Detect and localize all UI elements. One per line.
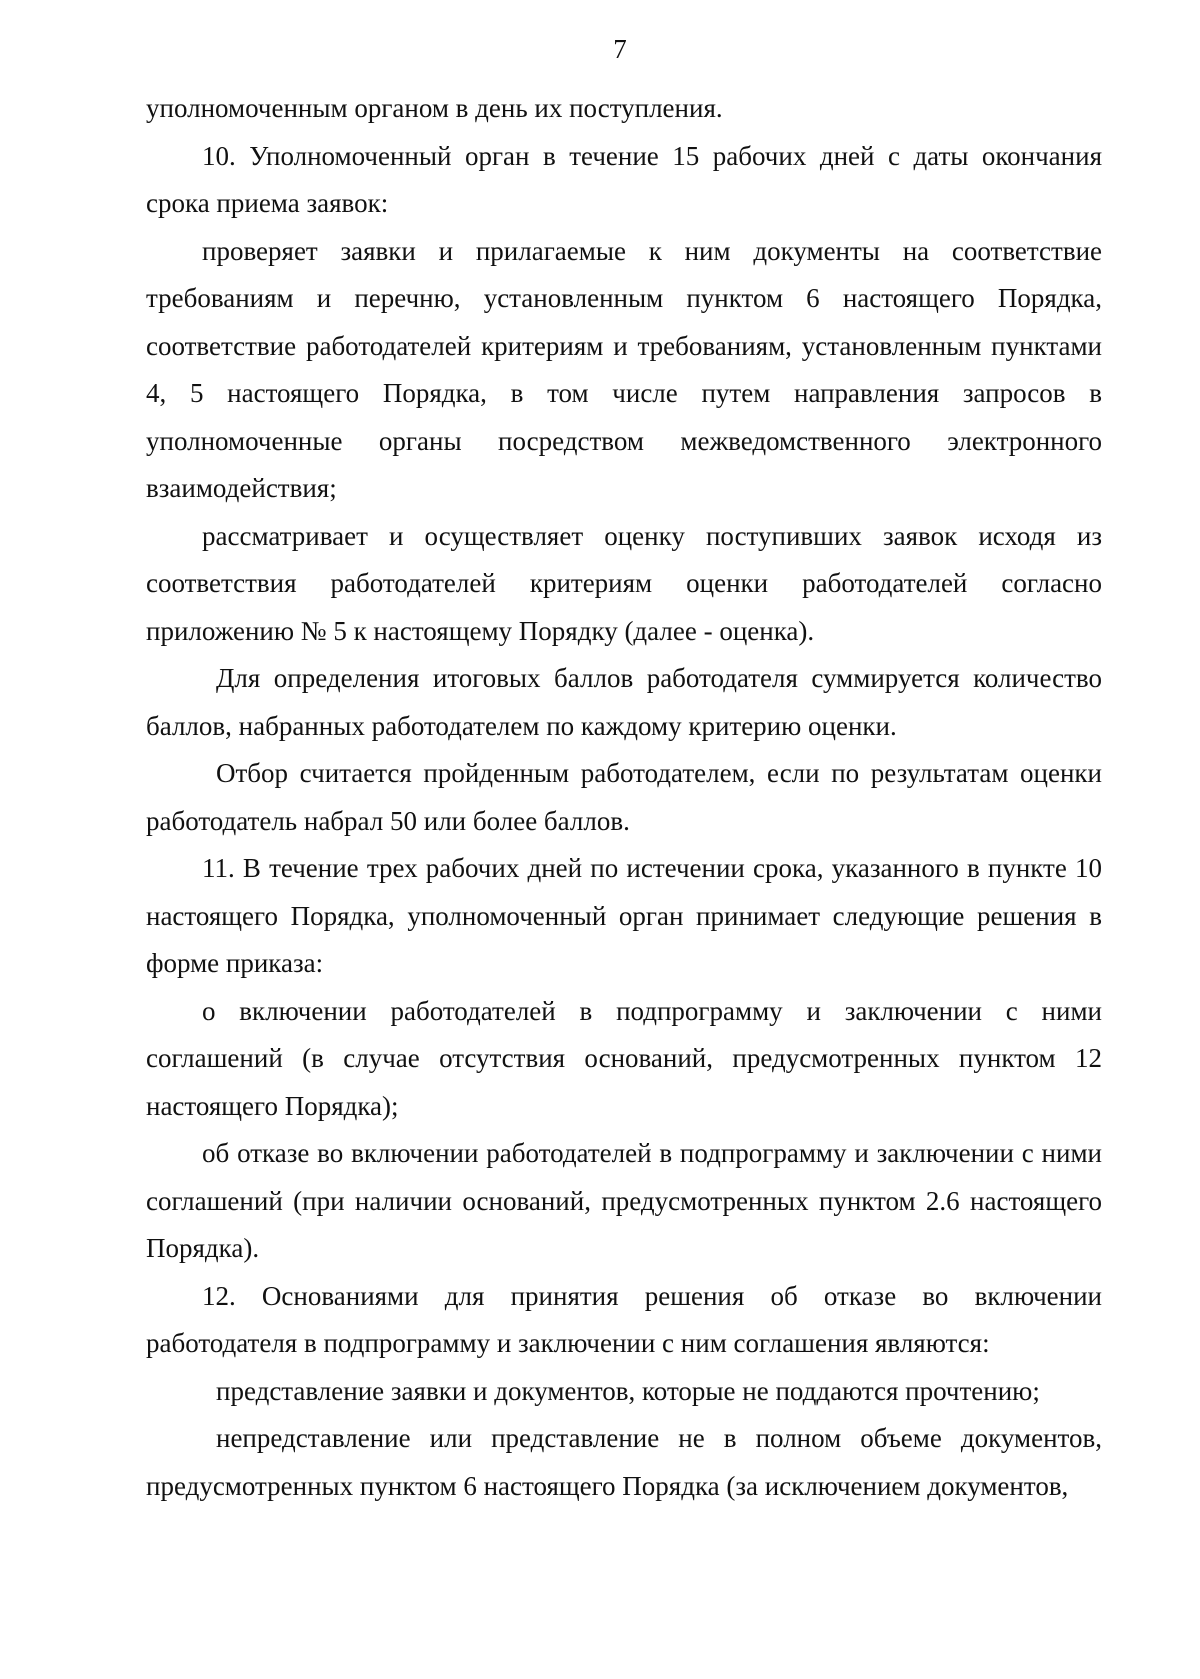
paragraph-selection-passed: Отбор считается пройденным работодателем, если по результатам оценки работодатель набрал 50 или более баллов. <box>146 758 1102 836</box>
paragraph-continuation: уполномоченным органом в день их поступления. <box>146 93 723 123</box>
page-number: 7 <box>613 34 627 64</box>
document-body <box>146 85 1102 1510</box>
paragraph-decision-refuse: об отказе во включении работодателей в подпрограмму и заключении с ними соглашений (при наличии оснований, предусмотренных пунктом 2.6 настоящего Порядка). <box>146 1138 1102 1263</box>
paragraph-total-score: Для определения итоговых баллов работодателя суммируется количество баллов, набранных работодателем по каждому критерию оценки. <box>146 663 1102 741</box>
paragraph-item-12: 12. Основаниями для принятия решения об отказе во включении работодателя в подпрограмму и заключении с ним соглашения являются: <box>146 1280 1102 1358</box>
paragraph-incomplete-documents: непредставление или представление не в полном объеме документов, предусмотренных пунктом 6 настоящего Порядка (за исключением документов, <box>146 1423 1102 1501</box>
paragraph-item-11: 11. В течение трех рабочих дней по истечении срока, указанного в пункте 10 настоящего Порядка, уполномоченный орган принимает следующие решения в форме приказа: <box>146 853 1102 978</box>
paragraph-checks-applications: проверяет заявки и прилагаемые к ним документы на соответствие требованиям и перечню, установленным пунктом 6 настоящего Порядка, соответствие работодателей критериям и требованиям, установленным пунктами 4, 5 настоящего Порядка, в том числе путем направления запросов в уполномоченные органы посредством межведомственного электронного взаимодействия; <box>146 235 1102 503</box>
paragraph-unreadable-documents: представление заявки и документов, которые не поддаются прочтению; <box>216 1375 1040 1406</box>
paragraph-item-10: 10. Уполномоченный орган в течение 15 рабочих дней с даты окончания срока приема заявок: <box>146 140 1102 218</box>
paragraph-evaluates-applications: рассматривает и осуществляет оценку поступивших заявок исходя из соответствия работодателей критериям оценки работодателей согласно приложению № 5 к настоящему Порядку (далее - оценка). <box>146 520 1102 646</box>
paragraph-decision-include: о включении работодателей в подпрограмму и заключении с ними соглашений (в случае отсутствия оснований, предусмотренных пунктом 12 настоящего Порядка); <box>146 995 1102 1121</box>
